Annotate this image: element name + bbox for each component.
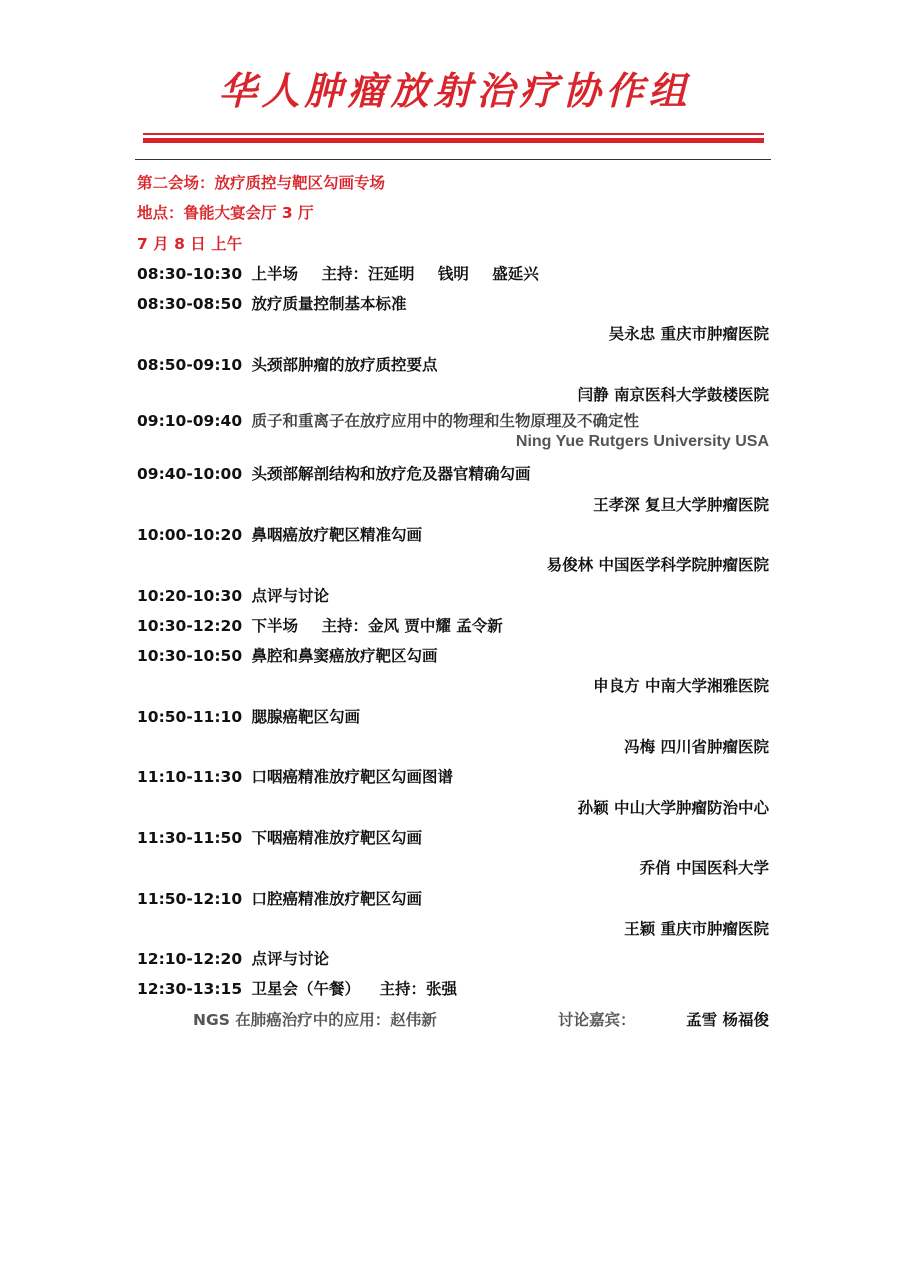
talk-row: [137, 884, 769, 914]
satellite-title: 卫星会（午餐）: [251, 980, 361, 999]
block1-header: [137, 259, 769, 289]
talk-row: [137, 823, 769, 853]
session-date: 7 月 8 日 上午: [137, 234, 243, 253]
talk-row: [137, 410, 769, 432]
talk-row: [137, 350, 769, 380]
satellite-topic: NGS 在肺癌治疗中的应用：赵伟新: [193, 1010, 437, 1029]
talk-time: 10:30-10:50: [137, 647, 243, 666]
block2-hosts: 主持：金风 贾中耀 孟令新: [321, 616, 503, 635]
satellite-row: [137, 974, 769, 1004]
talk-speaker: 孙颖 中山大学肿瘤防治中心: [577, 798, 769, 817]
satellite-guests: 孟雪 杨福俊: [686, 1010, 769, 1029]
program-content: [137, 168, 769, 1035]
talk-title: 放疗质量控制基本标准: [251, 295, 407, 314]
talk-speaker: 易俊林 中国医学科学院肿瘤医院: [546, 556, 769, 575]
talk-speaker: 申良方 中南大学湘雅医院: [593, 677, 769, 696]
talk-title: 鼻咽癌放疗靶区精准勾画: [251, 525, 423, 544]
satellite-host: 主持：张强: [379, 980, 457, 999]
talk-row: [137, 520, 769, 550]
discussion-row: [137, 944, 769, 974]
talk-time: 10:00-10:20: [137, 525, 243, 544]
talk-title: 质子和重离子在放疗应用中的物理和生物原理及不确定性: [251, 412, 640, 431]
block2-time: 10:30-12:20: [137, 616, 243, 635]
talk-time: 08:30-08:50: [137, 295, 243, 314]
satellite-guests-label: 讨论嘉宾：: [558, 1010, 636, 1029]
talk-title: 口咽癌精准放疗靶区勾画图谱: [251, 768, 454, 787]
talk-row: [137, 459, 769, 489]
block1-host2: 钱明: [437, 264, 469, 283]
block2-label: 下半场: [251, 616, 299, 635]
discussion-row: [137, 581, 769, 611]
block2-header: [137, 611, 769, 641]
talk-speaker: 吴永忠 重庆市肿瘤医院: [608, 325, 769, 344]
talk-row: [137, 641, 769, 671]
talk-row: [137, 762, 769, 792]
session-name: 第二会场：放疗质控与靶区勾画专场: [137, 174, 386, 192]
satellite-details: [137, 1005, 769, 1035]
talk-time: 11:50-12:10: [137, 889, 243, 908]
talk-time: 09:40-10:00: [137, 465, 243, 484]
header-divider: [135, 159, 771, 160]
talk-speaker: Ning Yue Rutgers University USA: [515, 433, 769, 451]
organization-title: 华人肿瘤放射治疗协作组: [218, 68, 692, 113]
talk-time: 08:50-09:10: [137, 355, 243, 374]
talk-title: 口腔癌精准放疗靶区勾画: [251, 889, 423, 908]
talk-time: 11:30-11:50: [137, 828, 243, 847]
talk-title: 下咽癌精准放疗靶区勾画: [251, 828, 423, 847]
talk-time: 10:50-11:10: [137, 707, 243, 726]
block1-host1: 主持：汪延明: [321, 264, 415, 283]
talk-title: 鼻腔和鼻窦癌放疗靶区勾画: [251, 647, 438, 666]
talk-title: 头颈部解剖结构和放疗危及器官精确勾画: [251, 465, 531, 484]
talk-speaker: 乔俏 中国医科大学: [639, 859, 769, 878]
talk-speaker: 闫静 南京医科大学鼓楼医院: [577, 386, 769, 405]
talk-time: 11:10-11:30: [137, 768, 243, 787]
block1-host3: 盛延兴: [492, 264, 539, 283]
block1-time: 08:30-10:30: [137, 264, 243, 283]
talk-speaker: 王颖 重庆市肿瘤医院: [624, 919, 769, 938]
title-rule-thick: [143, 138, 764, 143]
talk-speaker: 王孝深 复旦大学肿瘤医院: [593, 495, 769, 514]
talk-time: 09:10-09:40: [137, 412, 243, 431]
talk-row: [137, 702, 769, 732]
talk-title: 腮腺癌靶区勾画: [251, 707, 361, 726]
discussion-title: 点评与讨论: [251, 950, 330, 969]
session-venue: 地点：鲁能大宴会厅 3 厅: [137, 204, 314, 223]
discussion-time: 10:20-10:30: [137, 586, 243, 605]
talk-title: 头颈部肿瘤的放疗质控要点: [251, 355, 438, 374]
title-rule-thin: [143, 133, 764, 135]
block1-label: 上半场: [251, 264, 299, 283]
talk-row: [137, 289, 769, 319]
satellite-time: 12:30-13:15: [137, 980, 243, 999]
discussion-time: 12:10-12:20: [137, 950, 243, 969]
discussion-title: 点评与讨论: [251, 586, 330, 605]
talk-speaker: 冯梅 四川省肿瘤医院: [624, 738, 769, 757]
